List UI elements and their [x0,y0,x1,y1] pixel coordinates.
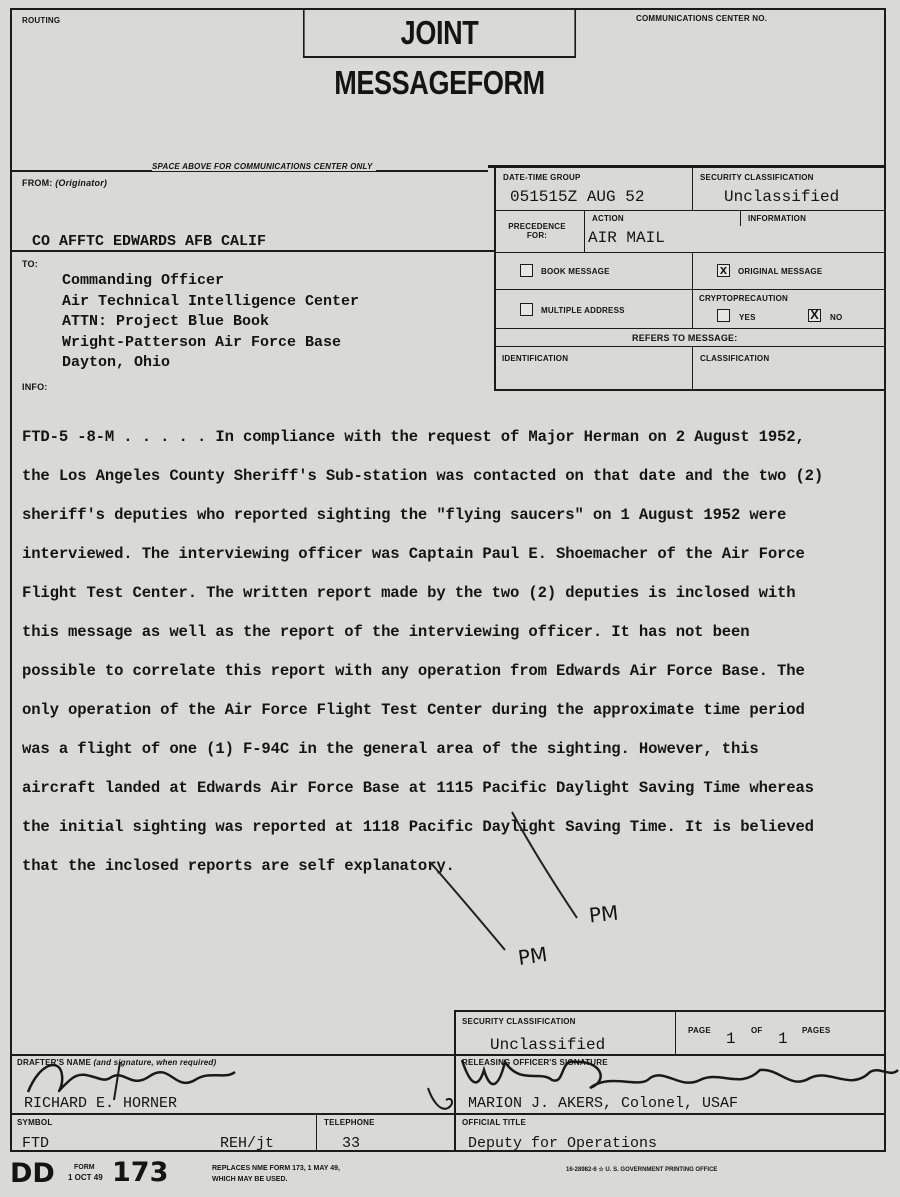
annotation-pm-1: PM [516,942,549,970]
to-line: Commanding Officer [62,272,225,289]
official-title-label: OFFICIAL TITLE [462,1118,526,1127]
multiple-address-label: MULTIPLE ADDRESS [541,306,625,315]
body-line: the initial sighting was reported at 1118 Pacific Daylight Saving Time. It is believed [22,818,814,836]
book-message-label: BOOK MESSAGE [541,267,610,276]
drafter-label: DRAFTER'S NAME (and signature, when required) [17,1058,217,1067]
original-message-label: ORIGINAL MESSAGE [738,267,823,276]
body-line: sheriff's deputies who reported sighting the "flying saucers" on 1 August 1952 were [22,506,787,524]
body-line: FTD-5 -8-M . . . . . In compliance with the request of Major Herman on 2 August 1952, [22,428,805,446]
symbol-top-rule [10,1113,886,1115]
body-line: only operation of the Air Force Flight Test Center during the approximate time period [22,701,805,719]
symbol-label: SYMBOL [17,1118,53,1127]
form-title: JOINT MESSAGEFORM [303,8,576,58]
no-mark: X [810,307,819,322]
cryptoprecaution-label: CRYPTOPRECAUTION [699,294,788,303]
no-label: NO [830,313,843,322]
original-message-mark: x [719,262,728,277]
body-line: possible to correlate this report with any operation from Edwards Air Force Base. The [22,662,805,680]
replaces-line-2: WHICH MAY BE USED. [212,1176,288,1183]
refers-to-message-label: REFERS TO MESSAGE: [632,333,738,343]
bottom-security-label: SECURITY CLASSIFICATION [462,1017,576,1026]
body-line: the Los Angeles County Sheriff's Sub-station was contacted on that date and the two (2) [22,467,824,485]
body-line: Flight Test Center. The written report made by the two (2) deputies is inclosed with [22,584,796,602]
drafter-name: RICHARD E. HORNER [24,1095,178,1112]
identification-label: IDENTIFICATION [502,354,569,363]
to-label: TO: [22,259,38,269]
dtg-value: 051515Z AUG 52 [510,188,645,206]
info-label: INFO: [22,382,48,392]
to-line: Dayton, Ohio [62,354,171,371]
form-date: 1 OCT 49 [68,1173,103,1182]
from-label: FROM: (Originator) [22,178,108,188]
body-line: this message as well as the report of the interviewing officer. It has not been [22,623,750,641]
bottom-left-divider [454,1010,456,1152]
comm-center-label: COMMUNICATIONS CENTER NO. [636,14,768,23]
page-divider [675,1010,676,1054]
form-dd-mark: DD [10,1158,55,1189]
to-line: Air Technical Intelligence Center [62,292,360,310]
annotation-pm-2: PM [587,900,620,928]
symbol-value: FTD [22,1135,50,1152]
security-class-value: Unclassified [724,188,840,206]
drafter-initials: REH/jt [220,1135,275,1152]
drafter-top-rule [10,1054,886,1056]
telephone-divider [316,1113,317,1152]
security-class-label: SECURITY CLASSIFICATION [700,173,814,182]
bottom-security-value: Unclassified [490,1036,606,1054]
form-number: 173 [112,1157,169,1188]
from-value: CO AFFTC EDWARDS AFB CALIF [32,233,267,250]
releasing-officer-label: RELEASING OFFICER'S SIGNATURE [462,1058,608,1067]
action-value: AIR MAIL [588,229,665,247]
of-label: OF [751,1026,763,1035]
telephone-label: TELEPHONE [324,1118,375,1127]
space-above-label: SPACE ABOVE FOR COMMUNICATIONS CENTER ONLY [152,162,376,171]
form-label: FORM [74,1164,95,1171]
to-line: ATTN: Project Blue Book [62,313,270,330]
bottom-security-top-rule [454,1010,886,1012]
pages-label: PAGES [802,1026,831,1035]
pages-value: 1 [778,1030,788,1048]
to-line: Wright-Patterson Air Force Base [62,333,342,351]
dtg-label: DATE-TIME GROUP [503,173,581,182]
telephone-value: 33 [342,1135,361,1152]
replaces-line-1: REPLACES NME FORM 173, 1 MAY 49, [212,1165,340,1172]
releasing-officer-name: MARION J. AKERS, Colonel, USAF [468,1095,739,1112]
action-label: ACTION [592,214,624,223]
yes-label: YES [739,313,756,322]
body-line: that the inclosed reports are self explanatory. [22,857,455,875]
routing-label: ROUTING [22,16,61,25]
official-title-value: Deputy for Operations [468,1135,658,1152]
precedence-label: PRECEDENCE FOR: [508,222,566,240]
body-line: aircraft landed at Edwards Air Force Base at 1115 Pacific Daylight Saving Time whereas [22,779,814,797]
body-line: was a flight of one (1) F-94C in the general area of the sighting. However, this [22,740,759,758]
printing-office-note: 16-28982-6 ☆ U. S. GOVERNMENT PRINTING OFFICE [566,1167,718,1173]
classification-label: CLASSIFICATION [700,354,770,363]
information-label: INFORMATION [748,214,807,223]
body-line: interviewed. The interviewing officer was Captain Paul E. Shoemacher of the Air Force [22,545,805,563]
page-value: 1 [726,1030,736,1048]
page-label: PAGE [688,1026,711,1035]
